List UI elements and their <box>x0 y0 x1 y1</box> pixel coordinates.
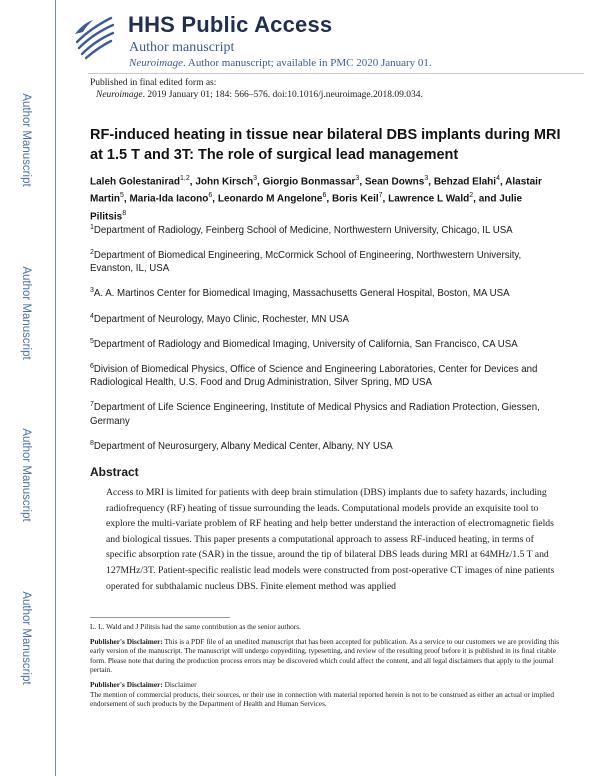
affiliation-item: $^1$Department of Radiology, Feinberg School of Medicine, Northwestern University, Chicago, IL USA <box>90 224 513 237</box>
sidebar-divider <box>55 0 56 776</box>
author-affiliation-ref: 5 <box>120 192 124 200</box>
author-affiliation-ref: 2 <box>469 192 474 200</box>
header-divider <box>88 73 584 74</box>
sidebar-label-author-manuscript: Author Manuscript <box>20 591 32 685</box>
author-list: Laleh Golestanirad$^{1,2}$, John Kirsch$^3$, Giorgio Bonmassar$^3$, Sean Downs$^3$, Behzad Elahi$^4$, Alastair Martin$^5$, Maria-Ida Iacono$^6$, Leonardo M Angelone$^6$, Boris Keil$^7$, Lawrence L Wald$^2$, and Julie Pilitsis$^8$ <box>90 175 542 222</box>
footnotes <box>90 622 568 714</box>
journal-name: Neuroimage <box>129 57 183 69</box>
citation-journal: Neuroimage <box>96 90 143 100</box>
author-name: Giorgio Bonmassar <box>262 176 356 188</box>
authors-joiner: and <box>478 193 497 205</box>
footnote-disclaimer: Publisher's Disclaimer: This is a PDF file of an unedited manuscript that has been accepted for publication. As a service to our customers we are providing this early version of the manuscript. The manuscript will undergo copyediting, typesetting, and review of the resulting proof before it is published in its final citable form. Please note that during the production process errors may be discovered which could affect the content, and all legal disclaimers that apply to the journal pertain. <box>90 636 560 675</box>
author-name: Alastair Martin <box>90 176 542 205</box>
citation-details: . 2019 January 01; 184: 566–576. doi:10.1016/j.neuroimage.2018.09.034. <box>142 90 423 100</box>
affiliation-item: $^4$Department of Neurology, Mayo Clinic, Rochester, MN USA <box>90 312 349 325</box>
author-name: Boris Keil <box>331 193 379 205</box>
author-affiliation-ref: 4 <box>496 175 500 182</box>
affiliation-item: $^7$Department of Life Science Engineering, Institute of Medical Physics and Radiation Protection, Giessen, Germany <box>90 401 540 427</box>
author-affiliation-ref: 3 <box>424 175 429 182</box>
paper-title: RF-induced heating in tissue near bilateral DBS implants during MRI at 1.5 T and 3T: The role of surgical lead management <box>90 127 561 163</box>
author-name: Sean Downs <box>364 176 425 188</box>
author-manuscript-subtitle: Author manuscript <box>129 40 235 55</box>
abstract-body: Access to MRI is limited for patients with deep brain stimulation (DBS) implants due to safety hazards, including radiofrequency (RF) heating of tissue surrounding the leads. Computational models provide an exquisite tool to explore the multi-variate problem of RF heating and help better understand the interaction of electromagnetic fields and biological tissues. This paper presents a computational approach to assess RF-induced heating, in terms of specific absorption rate (SAR) in the tissue, around the tip of bilateral DBS leads during MRI at 64MHz/1.5 T and 127MHz/3T. Patient-specific realistic lead models were constructed from post-operative CT images of nine patients operated for subthalamic nucleus DBS. Finite element method was applied <box>106 487 555 592</box>
hhs-public-access-title: HHS Public Access <box>128 12 333 37</box>
author-affiliation-ref: 3 <box>253 175 258 182</box>
author-name: Behzad Elahi <box>433 176 497 188</box>
author-name: Maria-Ida Iacono <box>129 193 209 205</box>
sidebar-label-author-manuscript: Author Manuscript <box>20 266 32 360</box>
author-name: John Kirsch <box>195 176 254 188</box>
abstract-heading: Abstract <box>90 465 139 479</box>
footnote-contribution: L. L. Wald and J Pilitsis had the same contribution as the senior authors. <box>90 622 301 631</box>
footnote-divider <box>90 617 230 618</box>
author-affiliation-ref: 6 <box>208 192 213 200</box>
author-name: Julie Pilitsis <box>90 193 523 222</box>
sidebar-label-author-manuscript: Author Manuscript <box>20 428 32 522</box>
affiliation-list <box>90 221 560 462</box>
publication-info <box>90 77 423 101</box>
affiliation-item: $^2$Department of Biomedical Engineering, McCormick School of Engineering, Northwestern University, Evanston, IL, USA <box>90 249 522 275</box>
footnote-disclaimer: Publisher's Disclaimer: Disclaimer The mention of commercial products, their sources, or their use in connection with material reported herein is not to be construed as either an actual or implied endorsement of such products by the Department of Health and Human Services. <box>90 679 555 709</box>
journal-availability-line <box>129 57 432 69</box>
citation-line <box>90 89 423 101</box>
author-affiliation-ref: 3 <box>355 175 360 182</box>
author-affiliation-ref: 6 <box>322 192 327 200</box>
published-in-label: Published in final edited form as: <box>90 78 217 88</box>
hhs-eagle-logo-icon <box>71 12 117 60</box>
affiliation-item: $^3$A. A. Martinos Center for Biomedical Imaging, Massachusetts General Hospital, Boston, MA USA <box>90 287 510 300</box>
author-name: Laleh Golestanirad <box>90 176 181 188</box>
availability-text: . Author manuscript; available in PMC 2020 January 01. <box>182 57 432 69</box>
affiliation-item: $^8$Department of Neurosurgery, Albany Medical Center, Albany, NY USA <box>90 439 393 452</box>
sidebar-label-author-manuscript: Author Manuscript <box>20 93 32 187</box>
author-affiliation-ref: 8 <box>122 209 127 217</box>
affiliation-item: $^5$Department of Radiology and Biomedical Imaging, University of California, San Francisco, CA USA <box>90 337 518 351</box>
author-name: Leonardo M Angelone <box>217 193 323 205</box>
author-affiliation-ref: 1,2 <box>180 175 190 182</box>
author-name: Lawrence L Wald <box>388 193 470 205</box>
affiliation-item: $^6$Division of Biomedical Physics, Office of Science and Engineering Laboratories, Center for Devices and Radiological Health, U.S. Food and Drug Administration, Silver Spring, MD USA <box>90 363 538 389</box>
author-affiliation-ref: 7 <box>378 192 383 200</box>
